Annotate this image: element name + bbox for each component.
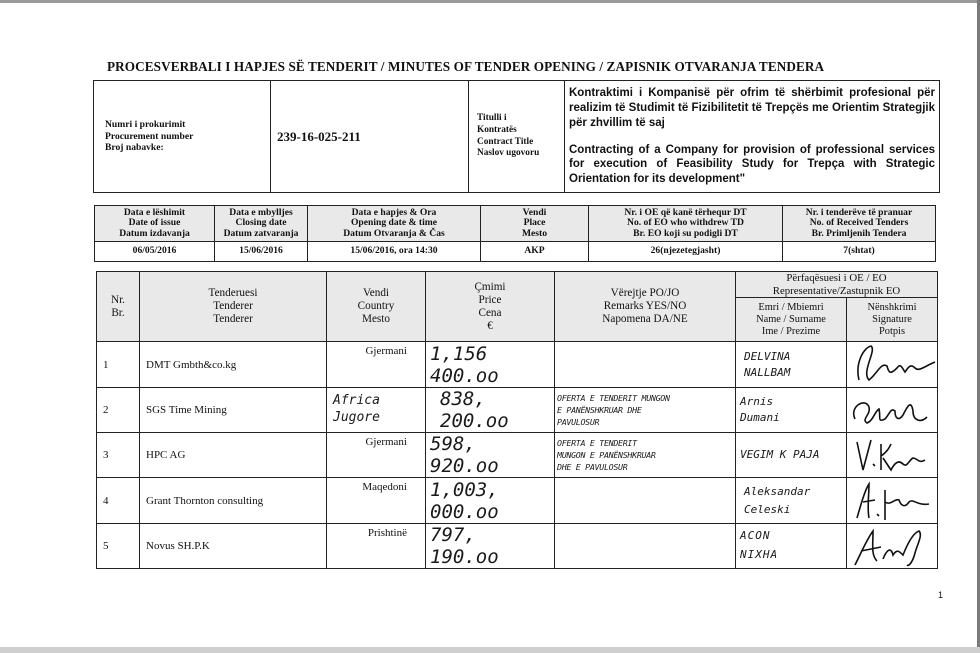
row-tenderer: DMT Gmbth&co.kg [140,342,327,387]
row-tenderer: SGS Time Mining [140,387,327,432]
row-representative: VEGIM K PAJA [736,433,847,478]
row-tenderer: HPC AG [140,433,327,478]
row-price: 1,003, 000.oo [426,478,555,523]
received-tenders-value: 7(shtat) [783,242,936,262]
table-row [97,478,938,523]
scan-edge-top [0,0,980,3]
row-nr: 5 [97,523,140,568]
procurement-info-table [93,80,940,193]
contract-title-sq: Kontraktimi i Kompanisë për ofrim të shërbimit profesional për realizim të Studimit të Fizibilitetit të Trepçës me Orientim Strategjik për zhvillim të saj [569,86,935,129]
table-row [97,342,938,387]
row-signature [847,478,938,523]
row-country: Gjermani [327,342,426,387]
remarks-header: Vërejtje PO/JO Remarks YES/NO Napomena DA/NE [555,272,736,342]
signature-drawing [847,434,937,476]
received-tenders-header: Nr. i tenderëve të pranuar No. of Received Tenders Br. Primljenih Tendera [783,206,936,242]
document-title: PROCESVERBALI I HAPJES SË TENDERIT / MINUTES OF TENDER OPENING / ZAPISNIK OTVARANJA TENDERA [107,59,825,74]
row-representative: ACON NIXHA [736,523,847,568]
row-signature [847,342,938,387]
price-header: Çmimi Price Cena € [426,272,555,342]
opening-date-header: Data e hapjes & Ora Opening date & time Datum Otvaranja & Čas [308,206,481,242]
date-of-issue-header: Data e lëshimit Date of issue Datum izdavanja [95,206,215,242]
place-value: AKP [481,242,589,262]
signature-drawing [847,389,937,431]
nr-header: Nr. Br. [97,272,140,342]
scan-edge-bottom [0,647,980,653]
row-representative: Aleksandar Celeski [736,478,847,523]
table-row [97,523,938,568]
row-price: 598, 920.oo [426,433,555,478]
row-signature [847,387,938,432]
row-country: Prishtinë [327,523,426,568]
representative-group-header: Përfaqësuesi i OE / EO Representative/Zastupnik EO [736,272,938,298]
table-row [97,387,938,432]
row-country: Africa Jugore [327,387,426,432]
procurement-number-value: 239-16-025-211 [277,128,361,144]
row-representative: Arnis Dumani [736,387,847,432]
row-country: Maqedoni [327,478,426,523]
opening-date-value: 15/06/2016, ora 14:30 [308,242,481,262]
contract-title-en: Contracting of a Company for provision of professional services for execution of Feasibility Study for Trepça with Strategic Orientation for its development" [569,143,935,186]
row-nr: 2 [97,387,140,432]
row-representative: DELVINA NALLBAM [736,342,847,387]
signature-drawing [847,480,937,522]
procurement-number-label: Numri i prokurimit Procurement number Broj nabavke: [105,119,194,154]
row-nr: 1 [97,342,140,387]
row-remarks [555,342,736,387]
closing-date-value: 15/06/2016 [215,242,308,262]
date-of-issue-value: 06/05/2016 [95,242,215,262]
row-nr: 3 [97,433,140,478]
row-country: Gjermani [327,433,426,478]
row-signature [847,433,938,478]
table-row [97,433,938,478]
page-number: 1 [938,590,944,600]
row-nr: 4 [97,478,140,523]
row-remarks [555,478,736,523]
closing-date-header: Data e mbylljes Closing date Datum zatvaranja [215,206,308,242]
row-remarks [555,523,736,568]
signature-drawing [847,344,937,386]
row-price: 1,156 400.oo [426,342,555,387]
name-header: Emri / Mbiemri Name / Surname Ime / Prezime [736,298,847,342]
row-tenderer: Novus SH.P.K [140,523,327,568]
row-price: 797, 190.oo [426,523,555,568]
tenderer-header: Tenderuesi Tenderer Tenderer [140,272,327,342]
contract-title-label: Titulli i Kontratës Contract Title Naslov ugovoru [477,113,540,159]
row-price: 838, 200.oo [426,387,555,432]
signature-drawing [847,525,937,567]
tenders-table [96,271,938,569]
row-remarks: OFERTA E TENDERIT MUNGON E PANËNSHKRUAR DHE E PAVULOSUR [555,433,736,478]
dates-table [94,205,936,262]
row-tenderer: Grant Thornton consulting [140,478,327,523]
place-header: Vendi Place Mesto [481,206,589,242]
withdrawn-td-value: 26(njezetegjasht) [589,242,783,262]
withdrawn-td-header: Nr. i OE që kanë tërhequr DT No. of EO who withdrew TD Br. EO koji su podigli DT [589,206,783,242]
row-remarks: OFERTA E TENDERIT MUNGON E PANËNSHKRUAR DHE PAVULOSUR [555,387,736,432]
signature-header: Nënshkrimi Signature Potpis [847,298,938,342]
country-header: Vendi Country Mesto [327,272,426,342]
row-signature [847,523,938,568]
